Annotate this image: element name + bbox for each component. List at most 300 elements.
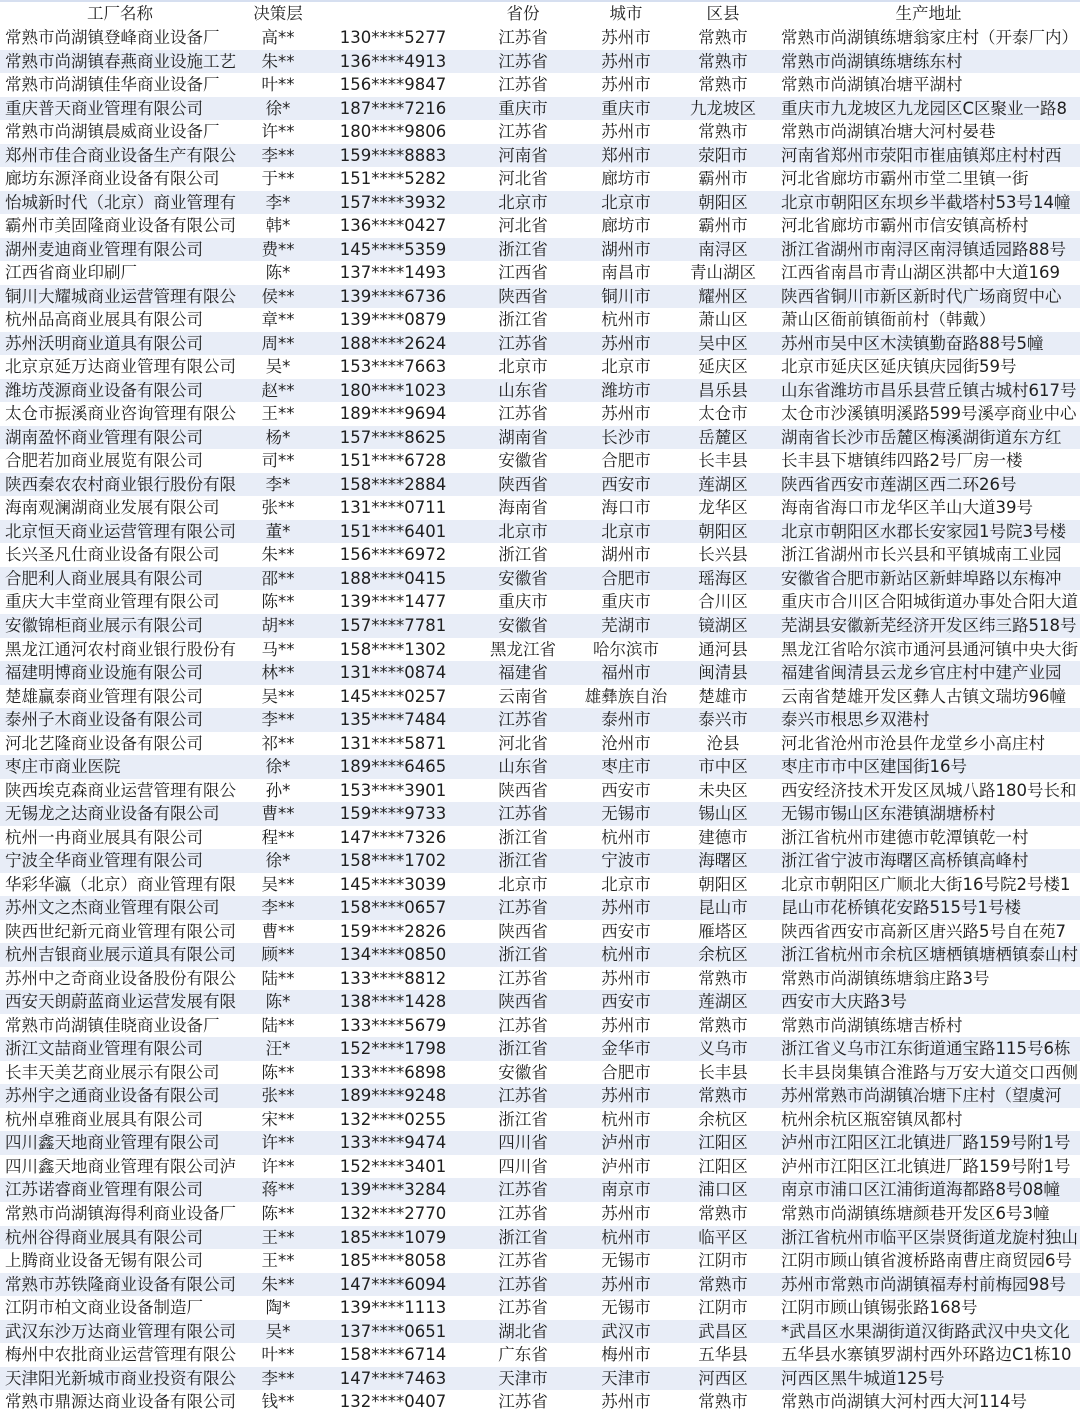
district-cell[interactable]: 江阳区	[698, 1133, 748, 1153]
phone-cell[interactable]: 157****8625	[339, 427, 447, 447]
province-cell[interactable]: 江苏省	[498, 804, 548, 824]
district-cell[interactable]: 昌乐县	[698, 380, 748, 400]
decision-maker-cell[interactable]: 李**	[261, 1368, 295, 1388]
factory-name-cell[interactable]: 北京京延万达商业管理有限公司	[5, 357, 236, 377]
decision-maker-cell[interactable]: 侯**	[261, 286, 295, 306]
address-cell[interactable]: 河北省廊坊市霸州市堂二里镇一街	[781, 169, 1029, 189]
decision-maker-cell[interactable]: 徐*	[265, 98, 291, 118]
district-cell[interactable]: 通河县	[698, 639, 748, 659]
phone-cell[interactable]: 147****7463	[339, 1368, 447, 1388]
header-factory-name[interactable]: 工厂名称	[87, 4, 153, 23]
table-row[interactable]	[0, 26, 1080, 50]
province-cell[interactable]: 江西省	[498, 263, 548, 283]
city-cell[interactable]: 苏州市	[601, 28, 651, 47]
header-district[interactable]: 区县	[706, 4, 740, 23]
city-cell[interactable]: 福州市	[601, 663, 651, 683]
decision-maker-cell[interactable]: 钱**	[261, 1392, 295, 1412]
table-row[interactable]	[0, 614, 1080, 638]
province-cell[interactable]: 江苏省	[498, 404, 548, 424]
city-cell[interactable]: 苏州市	[601, 1274, 651, 1294]
address-cell[interactable]: 福建省闽清县云龙乡官庄村中建产业园	[781, 663, 1062, 683]
factory-name-cell[interactable]: 四川鑫天地商业管理有限公司	[5, 1133, 220, 1153]
table-row[interactable]	[0, 1061, 1080, 1085]
decision-maker-cell[interactable]: 陈**	[261, 592, 295, 612]
province-cell[interactable]: 江苏省	[498, 1204, 548, 1223]
phone-cell[interactable]: 159****8883	[339, 145, 447, 165]
factory-name-cell[interactable]: 黑龙江通河农村商业银行股份有	[5, 639, 236, 659]
district-cell[interactable]: 太仓市	[698, 404, 748, 424]
table-row[interactable]	[0, 238, 1080, 262]
decision-maker-cell[interactable]: 张**	[261, 498, 295, 518]
factory-name-cell[interactable]: 合肥利人商业展具有限公司	[5, 568, 203, 588]
address-cell[interactable]: 南京市浦口区江浦街道海都路8号08幢	[781, 1180, 1060, 1200]
table-row[interactable]	[0, 144, 1080, 168]
phone-cell[interactable]: 137****0651	[339, 1321, 447, 1341]
decision-maker-cell[interactable]: 费**	[261, 239, 295, 259]
address-cell[interactable]: 杭州余杭区瓶窑镇凤都村	[781, 1109, 963, 1129]
city-cell[interactable]: 无锡市	[601, 804, 651, 824]
table-row[interactable]	[0, 1131, 1080, 1155]
phone-cell[interactable]: 133****9474	[339, 1133, 447, 1153]
decision-maker-cell[interactable]: 陈**	[261, 1062, 295, 1082]
city-cell[interactable]: 海口市	[601, 498, 651, 518]
city-cell[interactable]: 杭州市	[601, 1109, 651, 1129]
phone-cell[interactable]: 145****0257	[339, 686, 447, 706]
province-cell[interactable]: 四川省	[498, 1156, 548, 1176]
province-cell[interactable]: 广东省	[498, 1345, 548, 1365]
district-cell[interactable]: 九龙坡区	[690, 98, 756, 118]
table-row[interactable]	[0, 1014, 1080, 1038]
table-row[interactable]	[0, 1155, 1080, 1179]
factory-name-cell[interactable]: 陕西世纪新元商业管理有限公司	[5, 921, 236, 941]
city-cell[interactable]: 西安市	[601, 921, 651, 941]
address-cell[interactable]: 常熟市尚湖镇练塘练东村	[781, 51, 963, 71]
decision-maker-cell[interactable]: 王**	[261, 1227, 295, 1247]
phone-cell[interactable]: 139****6736	[339, 286, 447, 306]
district-cell[interactable]: 浦口区	[698, 1180, 748, 1200]
factory-name-cell[interactable]: 楚雄赢泰商业管理有限公司	[5, 686, 203, 706]
decision-maker-cell[interactable]: 章**	[261, 310, 295, 330]
decision-maker-cell[interactable]: 王**	[261, 404, 295, 424]
province-cell[interactable]: 江苏省	[498, 1392, 548, 1412]
factory-name-cell[interactable]: 陕西埃克森商业运营管理有限公	[5, 780, 236, 800]
table-row[interactable]	[0, 567, 1080, 591]
city-cell[interactable]: 北京市	[601, 521, 651, 541]
phone-cell[interactable]: 134****0850	[339, 945, 447, 965]
district-cell[interactable]: 江阴市	[698, 1298, 748, 1318]
province-cell[interactable]: 安徽省	[498, 451, 548, 471]
phone-cell[interactable]: 189****9248	[339, 1086, 447, 1106]
district-cell[interactable]: 镜湖区	[698, 616, 748, 635]
city-cell[interactable]: 长沙市	[601, 427, 651, 447]
province-cell[interactable]: 安徽省	[498, 1062, 548, 1082]
province-cell[interactable]: 浙江省	[498, 827, 548, 847]
district-cell[interactable]: 常熟市	[698, 28, 748, 47]
address-cell[interactable]: 黑龙江省哈尔滨市通河县通河镇中央大街	[781, 639, 1078, 659]
city-cell[interactable]: 无锡市	[601, 1298, 651, 1318]
phone-cell[interactable]: 158****0657	[339, 898, 447, 918]
province-cell[interactable]: 江苏省	[498, 1180, 548, 1200]
factory-name-cell[interactable]: 怡城新时代（北京）商业管理有	[5, 192, 236, 212]
factory-name-cell[interactable]: 河北艺隆商业设备有限公司	[5, 733, 203, 753]
decision-maker-cell[interactable]: 司**	[261, 451, 295, 471]
factory-name-cell[interactable]: 湖州麦迪商业管理有限公司	[5, 239, 203, 259]
address-cell[interactable]: 常熟市尚湖镇练塘翁庄路3号	[781, 968, 990, 988]
city-cell[interactable]: 北京市	[601, 192, 651, 212]
city-cell[interactable]: 无锡市	[601, 1251, 651, 1271]
header-decision-maker[interactable]: 决策层	[253, 4, 303, 23]
address-cell[interactable]: 北京市朝阳区东坝乡半截塔村53号14幢	[781, 192, 1071, 212]
city-cell[interactable]: 苏州市	[601, 1015, 651, 1035]
factory-name-cell[interactable]: 太仓市振溪商业咨询管理有限公	[5, 404, 236, 424]
factory-name-cell[interactable]: 杭州一冉商业展具有限公司	[5, 827, 203, 847]
district-cell[interactable]: 常熟市	[698, 1086, 748, 1106]
table-row[interactable]	[0, 543, 1080, 567]
address-cell[interactable]: 云南省楚雄开发区彝人古镇文瑞坊96幢	[781, 686, 1066, 706]
phone-cell[interactable]: 189****6465	[339, 757, 447, 777]
phone-cell[interactable]: 133****6898	[339, 1062, 447, 1082]
district-cell[interactable]: 霸州市	[698, 169, 748, 189]
district-cell[interactable]: 未央区	[698, 780, 748, 800]
factory-name-cell[interactable]: 江西省商业印刷厂	[5, 263, 137, 283]
decision-maker-cell[interactable]: 朱**	[261, 51, 295, 71]
city-cell[interactable]: 合肥市	[601, 568, 651, 588]
decision-maker-cell[interactable]: 许**	[261, 122, 295, 142]
address-cell[interactable]: 河西区黑牛城道125号	[781, 1368, 945, 1388]
district-cell[interactable]: 青山湖区	[690, 263, 756, 283]
table-row[interactable]	[0, 590, 1080, 614]
phone-cell[interactable]: 147****6094	[339, 1274, 447, 1294]
factory-name-cell[interactable]: 西安天朗蔚蓝商业运营发展有限	[5, 992, 236, 1012]
phone-cell[interactable]: 158****1702	[339, 851, 447, 871]
phone-cell[interactable]: 138****1428	[339, 992, 447, 1012]
address-cell[interactable]: 浙江省宁波市海曙区高桥镇高峰村	[781, 851, 1029, 871]
decision-maker-cell[interactable]: 陆**	[261, 1015, 295, 1035]
factory-name-cell[interactable]: 杭州品高商业展具有限公司	[5, 310, 203, 330]
district-cell[interactable]: 海曙区	[698, 851, 748, 871]
factory-name-cell[interactable]: 常熟市尚湖镇晨威商业设备厂	[5, 122, 220, 142]
district-cell[interactable]: 长兴县	[698, 545, 748, 565]
table-row[interactable]	[0, 285, 1080, 309]
decision-maker-cell[interactable]: 王**	[261, 1251, 295, 1271]
phone-cell[interactable]: 159****9733	[339, 804, 447, 824]
table-row[interactable]	[0, 1390, 1080, 1414]
city-cell[interactable]: 郑州市	[601, 145, 651, 165]
city-cell[interactable]: 南京市	[601, 1180, 651, 1200]
phone-cell[interactable]: 180****1023	[339, 380, 447, 400]
address-cell[interactable]: 常熟市尚湖镇练塘翁家庄村（开泰厂内）	[781, 28, 1078, 47]
city-cell[interactable]: 宁波市	[601, 851, 651, 871]
district-cell[interactable]: 常熟市	[698, 1015, 748, 1035]
phone-cell[interactable]: 139****1113	[339, 1298, 447, 1318]
city-cell[interactable]: 金华市	[601, 1039, 651, 1059]
table-row[interactable]	[0, 426, 1080, 450]
phone-cell[interactable]: 133****5679	[339, 1015, 447, 1035]
table-row[interactable]	[0, 638, 1080, 662]
phone-cell[interactable]: 158****2884	[339, 474, 447, 494]
table-row[interactable]	[0, 214, 1080, 238]
decision-maker-cell[interactable]: 许**	[261, 1156, 295, 1176]
header-province[interactable]: 省份	[506, 4, 540, 23]
address-cell[interactable]: 重庆市合川区合阳城街道办事处合阳大道	[781, 592, 1078, 612]
province-cell[interactable]: 云南省	[498, 686, 548, 706]
city-cell[interactable]: 合肥市	[601, 451, 651, 471]
district-cell[interactable]: 长丰县	[698, 451, 748, 471]
address-cell[interactable]: 海南省海口市龙华区羊山大道39号	[781, 498, 1033, 518]
province-cell[interactable]: 北京市	[498, 192, 548, 212]
phone-cell[interactable]: 135****7484	[339, 710, 447, 730]
header-city[interactable]: 城市	[609, 4, 643, 23]
city-cell[interactable]: 湖州市	[601, 239, 651, 259]
phone-cell[interactable]: 153****3901	[339, 780, 447, 800]
district-cell[interactable]: 市中区	[698, 757, 748, 777]
table-row[interactable]	[0, 849, 1080, 873]
phone-cell[interactable]: 187****7216	[339, 98, 447, 118]
city-cell[interactable]: 苏州市	[601, 968, 651, 988]
decision-maker-cell[interactable]: 吴**	[261, 874, 295, 894]
table-row[interactable]	[0, 826, 1080, 850]
address-cell[interactable]: 河南省郑州市荥阳市崔庙镇郑庄村村西	[781, 145, 1062, 165]
address-cell[interactable]: 苏州常熟市尚湖镇冶塘下庄村（望虞河	[781, 1086, 1062, 1106]
decision-maker-cell[interactable]: 徐*	[265, 757, 291, 777]
phone-cell[interactable]: 132****0407	[339, 1392, 447, 1412]
city-cell[interactable]: 苏州市	[601, 1392, 651, 1412]
city-cell[interactable]: 苏州市	[601, 1086, 651, 1106]
city-cell[interactable]: 北京市	[601, 874, 651, 894]
address-cell[interactable]: 常熟市尚湖镇大河村西大河114号	[781, 1392, 1027, 1412]
province-cell[interactable]: 湖南省	[498, 427, 548, 447]
province-cell[interactable]: 湖北省	[498, 1321, 548, 1341]
table-row[interactable]	[0, 355, 1080, 379]
factory-name-cell[interactable]: 江阴市柏文商业设备制造厂	[5, 1298, 203, 1318]
table-row[interactable]	[0, 1037, 1080, 1061]
decision-maker-cell[interactable]: 韩*	[265, 216, 291, 236]
phone-cell[interactable]: 152****3401	[339, 1156, 447, 1176]
district-cell[interactable]: 雁塔区	[698, 921, 748, 941]
address-cell[interactable]: 浙江省杭州市临平区崇贤街道龙旋村独山	[781, 1227, 1078, 1247]
phone-cell[interactable]: 156****6972	[339, 545, 447, 565]
province-cell[interactable]: 浙江省	[498, 1227, 548, 1247]
factory-name-cell[interactable]: 常熟市尚湖镇春燕商业设施工艺	[5, 51, 236, 71]
decision-maker-cell[interactable]: 许**	[261, 1133, 295, 1153]
city-cell[interactable]: 杭州市	[601, 310, 651, 330]
province-cell[interactable]: 北京市	[498, 357, 548, 377]
table-row[interactable]	[0, 990, 1080, 1014]
address-cell[interactable]: 河北省沧州市沧县仵龙堂乡小高庄村	[781, 733, 1045, 753]
table-row[interactable]	[0, 873, 1080, 897]
factory-name-cell[interactable]: 常熟市尚湖镇登峰商业设备厂	[5, 28, 220, 47]
decision-maker-cell[interactable]: 林**	[261, 663, 295, 683]
table-row[interactable]	[0, 1202, 1080, 1226]
decision-maker-cell[interactable]: 陈*	[265, 992, 291, 1012]
address-cell[interactable]: 常熟市尚湖镇冶塘平湖村	[781, 75, 963, 95]
province-cell[interactable]: 陕西省	[498, 286, 548, 306]
province-cell[interactable]: 陕西省	[498, 474, 548, 494]
district-cell[interactable]: 江阴市	[698, 1251, 748, 1271]
address-cell[interactable]: 萧山区衙前镇衙前村（韩戴）	[781, 310, 996, 330]
table-row[interactable]	[0, 97, 1080, 121]
phone-cell[interactable]: 131****0874	[339, 663, 447, 683]
address-cell[interactable]: 常熟市尚湖镇练塘吉桥村	[781, 1015, 963, 1035]
phone-cell[interactable]: 136****0427	[339, 216, 447, 236]
factory-name-cell[interactable]: 常熟市尚湖镇佳晓商业设备厂	[5, 1015, 220, 1035]
table-row[interactable]	[0, 1178, 1080, 1202]
address-cell[interactable]: 湖南省长沙市岳麓区梅溪湖街道东方红	[781, 427, 1062, 447]
address-cell[interactable]: 陕西省西安市高新区唐兴路5号自在苑7	[781, 921, 1066, 941]
phone-cell[interactable]: 152****1798	[339, 1039, 447, 1059]
table-row[interactable]	[0, 896, 1080, 920]
factory-name-cell[interactable]: 合肥若加商业展览有限公司	[5, 451, 203, 471]
phone-cell[interactable]: 131****5871	[339, 733, 447, 753]
province-cell[interactable]: 河北省	[498, 216, 548, 236]
table-row[interactable]	[0, 379, 1080, 403]
address-cell[interactable]: 北京市延庆区延庆镇庆园街59号	[781, 357, 1017, 377]
decision-maker-cell[interactable]: 孙*	[265, 780, 291, 800]
address-cell[interactable]: 西安市大庆路3号	[781, 992, 907, 1012]
decision-maker-cell[interactable]: 李**	[261, 710, 295, 730]
province-cell[interactable]: 山东省	[498, 757, 548, 777]
decision-maker-cell[interactable]: 张**	[261, 1086, 295, 1106]
factory-name-cell[interactable]: 海南观澜湖商业发展有限公司	[5, 498, 220, 518]
decision-maker-cell[interactable]: 叶**	[261, 75, 295, 95]
factory-name-cell[interactable]: 苏州宇之通商业设备有限公司	[5, 1086, 220, 1106]
decision-maker-cell[interactable]: 陆**	[261, 968, 295, 988]
decision-maker-cell[interactable]: 曹**	[261, 921, 295, 941]
address-cell[interactable]: 泰兴市根思乡双港村	[781, 710, 930, 730]
phone-cell[interactable]: 185****8058	[339, 1251, 447, 1271]
decision-maker-cell[interactable]: 李*	[265, 474, 291, 494]
phone-cell[interactable]: 158****6714	[339, 1345, 447, 1365]
factory-name-cell[interactable]: 廊坊东源泽商业设备有限公司	[5, 169, 220, 189]
address-cell[interactable]: 常熟市尚湖镇练塘颜巷开发区6号3幢	[781, 1204, 1050, 1223]
table-row[interactable]	[0, 308, 1080, 332]
factory-name-cell[interactable]: 华彩华瀛（北京）商业管理有限	[5, 874, 236, 894]
factory-name-cell[interactable]: 铜川大耀城商业运营管理有限公	[5, 286, 236, 306]
address-cell[interactable]: 芜湖县安徽新芜经济开发区纬三路518号	[781, 616, 1077, 635]
address-cell[interactable]: 苏州市吴中区木渎镇勤奋路88号5幢	[781, 333, 1044, 353]
province-cell[interactable]: 四川省	[498, 1133, 548, 1153]
district-cell[interactable]: 余杭区	[698, 1109, 748, 1129]
province-cell[interactable]: 江苏省	[498, 1086, 548, 1106]
district-cell[interactable]: 荥阳市	[698, 145, 748, 165]
district-cell[interactable]: 岳麓区	[698, 427, 748, 447]
decision-maker-cell[interactable]: 赵**	[261, 380, 295, 400]
province-cell[interactable]: 浙江省	[498, 239, 548, 259]
city-cell[interactable]: 雄彝族自治	[584, 686, 668, 706]
province-cell[interactable]: 江苏省	[498, 710, 548, 730]
district-cell[interactable]: 江阳区	[698, 1156, 748, 1176]
province-cell[interactable]: 安徽省	[498, 568, 548, 588]
table-row[interactable]	[0, 50, 1080, 74]
province-cell[interactable]: 江苏省	[498, 968, 548, 988]
phone-cell[interactable]: 133****8812	[339, 968, 447, 988]
city-cell[interactable]: 武汉市	[601, 1321, 651, 1341]
factory-name-cell[interactable]: 常熟市苏铁隆商业设备有限公司	[5, 1274, 236, 1294]
phone-cell[interactable]: 132****2770	[339, 1204, 447, 1223]
table-row[interactable]	[0, 1273, 1080, 1297]
address-cell[interactable]: 苏州市常熟市尚湖镇福寿村前梅园98号	[781, 1274, 1066, 1294]
factory-name-cell[interactable]: 浙江文喆商业管理有限公司	[5, 1039, 203, 1059]
city-cell[interactable]: 苏州市	[601, 898, 651, 918]
city-cell[interactable]: 杭州市	[601, 1227, 651, 1247]
address-cell[interactable]: 重庆市九龙坡区九龙园区C区聚业一路8	[781, 98, 1068, 118]
district-cell[interactable]: 朝阳区	[698, 874, 748, 894]
factory-name-cell[interactable]: 潍坊茂源商业设备有限公司	[5, 380, 203, 400]
address-cell[interactable]: 太仓市沙溪镇明溪路599号溪亭商业中心	[781, 404, 1077, 424]
phone-cell[interactable]: 157****3932	[339, 192, 447, 212]
district-cell[interactable]: 昆山市	[698, 898, 748, 918]
province-cell[interactable]: 江苏省	[498, 122, 548, 142]
factory-name-cell[interactable]: 湖南盈怀商业管理有限公司	[5, 427, 203, 447]
district-cell[interactable]: 朝阳区	[698, 192, 748, 212]
factory-name-cell[interactable]: 梅州中农批商业运营管理有限公	[5, 1345, 236, 1365]
city-cell[interactable]: 廊坊市	[601, 216, 651, 236]
table-row[interactable]	[0, 73, 1080, 97]
city-cell[interactable]: 杭州市	[601, 945, 651, 965]
table-row[interactable]	[0, 332, 1080, 356]
table-row[interactable]	[0, 708, 1080, 732]
city-cell[interactable]: 西安市	[601, 780, 651, 800]
district-cell[interactable]: 莲湖区	[698, 992, 748, 1012]
factory-name-cell[interactable]: 上腾商业设备无锡有限公司	[5, 1251, 203, 1271]
factory-name-cell[interactable]: 四川鑫天地商业管理有限公司泸	[5, 1156, 236, 1176]
city-cell[interactable]: 西安市	[601, 474, 651, 494]
city-cell[interactable]: 苏州市	[601, 75, 651, 95]
factory-name-cell[interactable]: 陕西秦农农村商业银行股份有限	[5, 474, 236, 494]
district-cell[interactable]: 常熟市	[698, 122, 748, 142]
city-cell[interactable]: 杭州市	[601, 827, 651, 847]
table-row[interactable]	[0, 732, 1080, 756]
phone-cell[interactable]: 145****3039	[339, 874, 447, 894]
province-cell[interactable]: 河北省	[498, 169, 548, 189]
district-cell[interactable]: 龙华区	[698, 498, 748, 518]
province-cell[interactable]: 陕西省	[498, 992, 548, 1012]
district-cell[interactable]: 常熟市	[698, 75, 748, 95]
city-cell[interactable]: 天津市	[601, 1368, 651, 1388]
district-cell[interactable]: 泰兴市	[698, 710, 748, 730]
address-cell[interactable]: 长丰县下塘镇纬四路2号厂房一楼	[781, 451, 1023, 471]
district-cell[interactable]: 莲湖区	[698, 474, 748, 494]
table-row[interactable]	[0, 1343, 1080, 1367]
province-cell[interactable]: 浙江省	[498, 310, 548, 330]
district-cell[interactable]: 常熟市	[698, 1204, 748, 1223]
decision-maker-cell[interactable]: 邵**	[261, 568, 295, 588]
phone-cell[interactable]: 139****1477	[339, 592, 447, 612]
decision-maker-cell[interactable]: 董*	[265, 521, 291, 541]
phone-cell[interactable]: 147****7326	[339, 827, 447, 847]
phone-cell[interactable]: 137****1493	[339, 263, 447, 283]
decision-maker-cell[interactable]: 吴*	[265, 1321, 291, 1341]
province-cell[interactable]: 山东省	[498, 380, 548, 400]
factory-name-cell[interactable]: 重庆普天商业管理有限公司	[5, 98, 203, 118]
address-cell[interactable]: 昆山市花桥镇花安路515号1号楼	[781, 898, 1021, 918]
phone-cell[interactable]: 151****6401	[339, 521, 447, 541]
address-cell[interactable]: 西安经济技术开发区凤城八路180号长和	[781, 780, 1077, 800]
factory-name-cell[interactable]: 苏州中之奇商业设备股份有限公	[5, 968, 236, 988]
city-cell[interactable]: 重庆市	[601, 98, 651, 118]
table-row[interactable]	[0, 920, 1080, 944]
table-row[interactable]	[0, 943, 1080, 967]
city-cell[interactable]: 合肥市	[601, 1062, 651, 1082]
factory-name-cell[interactable]: 福建明博商业设施有限公司	[5, 663, 203, 683]
decision-maker-cell[interactable]: 叶**	[261, 1345, 295, 1365]
province-cell[interactable]: 浙江省	[498, 545, 548, 565]
table-row[interactable]	[0, 167, 1080, 191]
district-cell[interactable]: 霸州市	[698, 216, 748, 236]
factory-name-cell[interactable]: 重庆大丰堂商业管理有限公司	[5, 592, 220, 612]
city-cell[interactable]: 铜川市	[601, 286, 651, 306]
decision-maker-cell[interactable]: 李*	[265, 192, 291, 212]
